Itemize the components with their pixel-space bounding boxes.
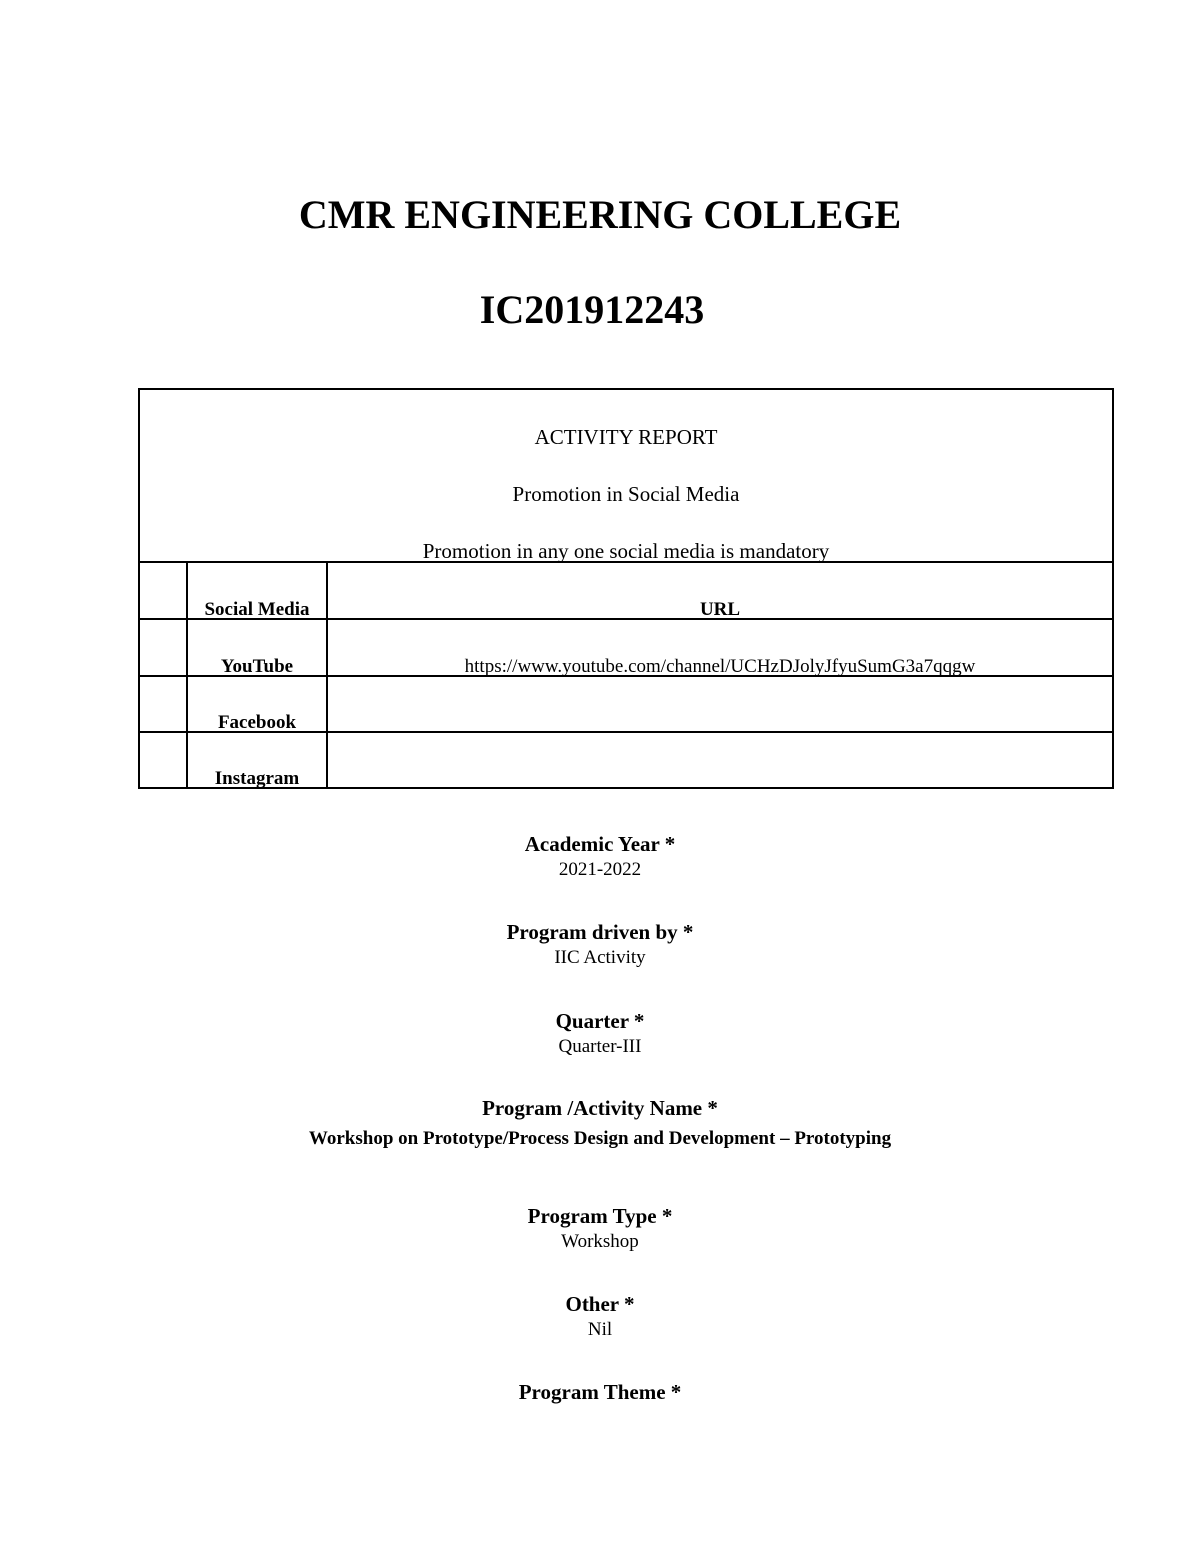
table-header-url (328, 563, 1112, 618)
column-header-url: URL (699, 599, 741, 620)
field-quarter (0, 1009, 1200, 1058)
table-cell-media (188, 620, 328, 675)
table-cell-url (328, 733, 1112, 787)
field-label: Program driven by * (506, 920, 694, 944)
table-cell-url (328, 677, 1112, 731)
field-program-driven-by (0, 920, 1200, 969)
table-cell-url (328, 620, 1112, 675)
table-header-media (188, 563, 328, 618)
college-name: CMR ENGINEERING COLLEGE (298, 192, 902, 237)
field-activity-name (0, 1096, 1200, 1150)
field-value: Workshop on Prototype/Process Design and Development – Prototyping (308, 1128, 892, 1149)
field-value: Quarter-III (558, 1036, 642, 1057)
field-label: Program Type * (527, 1204, 673, 1228)
report-subtitle: Promotion in Social Media (512, 482, 740, 506)
activity-report-table (138, 388, 1114, 789)
media-name: YouTube (220, 656, 294, 677)
field-value: Workshop (561, 1231, 639, 1252)
media-name: Facebook (217, 712, 297, 733)
table-cell-index (140, 620, 188, 675)
institution-code: IC201912243 (479, 287, 705, 332)
field-label: Other * (565, 1292, 635, 1316)
field-label: Program Theme * (518, 1380, 682, 1404)
field-program-type (0, 1204, 1200, 1253)
table-row (140, 677, 1112, 733)
table-cell-media (188, 733, 328, 787)
column-header-social-media: Social Media (204, 599, 310, 620)
field-academic-year (0, 832, 1200, 881)
field-value: 2021-2022 (558, 859, 642, 880)
table-cell-index (140, 563, 188, 618)
report-title: ACTIVITY REPORT (534, 425, 718, 449)
table-cell-index (140, 733, 188, 787)
report-header (140, 390, 1112, 563)
table-cell-media (188, 677, 328, 731)
media-url-link[interactable]: https://www.youtube.com/channel/UCHzDJolyJfyuSumG3a7qqgw (464, 656, 976, 677)
field-other (0, 1292, 1200, 1341)
media-name: Instagram (214, 768, 300, 789)
table-row (140, 733, 1112, 787)
report-note: Promotion in any one social media is mandatory (422, 539, 830, 563)
field-label: Quarter * (555, 1009, 645, 1033)
table-cell-index (140, 677, 188, 731)
field-value: IIC Activity (554, 947, 646, 968)
field-label: Academic Year * (524, 832, 676, 856)
field-value: Nil (587, 1319, 613, 1340)
field-label: Program /Activity Name * (482, 1096, 718, 1120)
table-row (140, 620, 1112, 677)
field-program-theme (0, 1380, 1200, 1407)
table-header-row (140, 563, 1112, 620)
